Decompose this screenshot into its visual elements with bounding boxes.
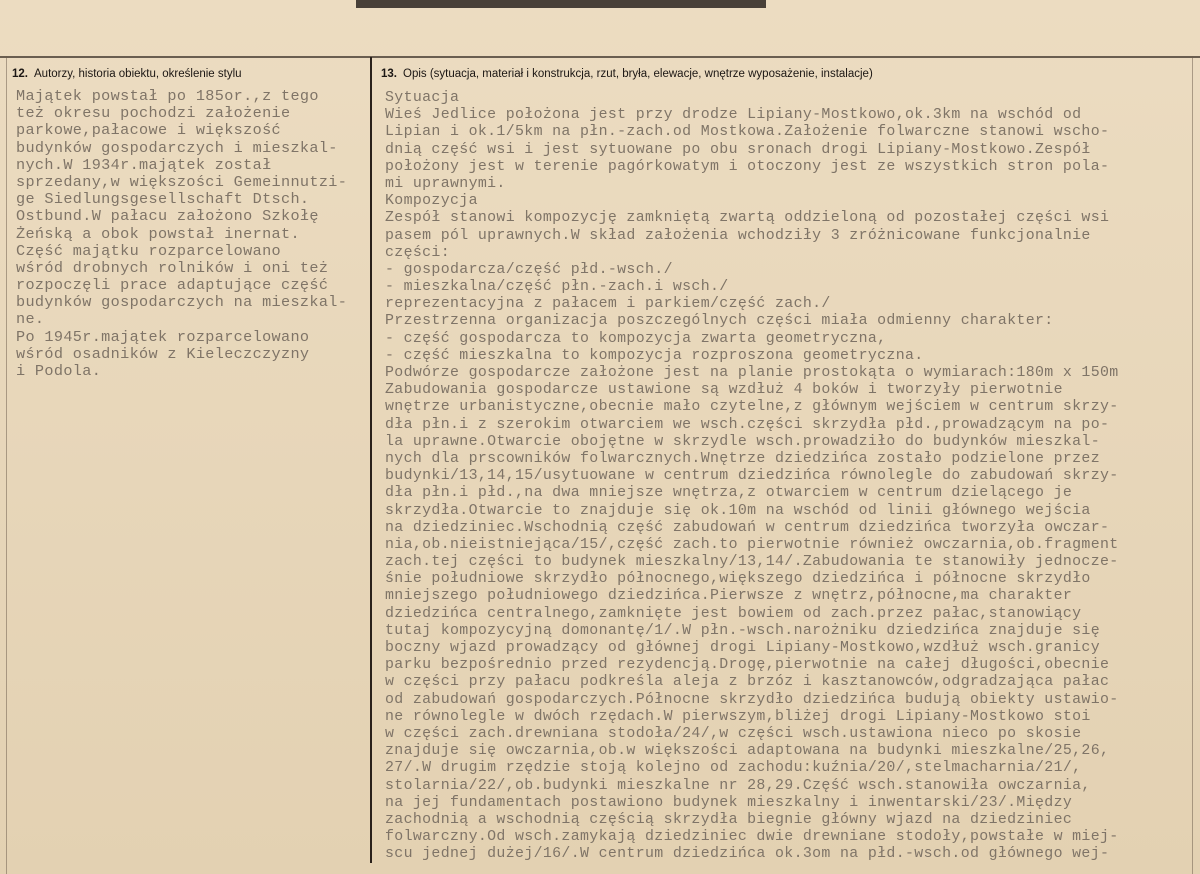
description-text-line: Zespół stanowi kompozycję zamkniętą zwartą oddzieloną od pozostałej części wsi — [385, 210, 1110, 227]
description-text-line: śnie południowe skrzydło północnego,większego dziedzińca i północne skrzydło — [385, 571, 1091, 588]
description-text-line: folwarczny.Od wsch.zamykają dziedziniec dwie drewniane stodoły,powstałe w miej- — [385, 829, 1119, 846]
description-text-line: części: — [385, 244, 451, 261]
description-text-line: pasem pól uprawnych.W skład założenia wchodziły 3 zróżnicowane funkcjonalnie — [385, 227, 1091, 244]
top-edge-mark — [356, 0, 766, 8]
description-text-line: na dziedziniec.Wschodnią część zabudowań w centrum dziedzińca tworzyła owczar- — [385, 519, 1110, 536]
history-text-line: budynków gospodarczych na mieszkal- — [16, 293, 348, 312]
description-text-line: dziedzińca centralnego,zamknięte jest bowiem od zach.przez pałac,stanowiący — [385, 605, 1082, 622]
description-text-line: parku bezpośrednio przed rezydencją.Drogę,pierwotnie na całej długości,obecnie — [385, 657, 1110, 674]
description-text-line: dła płn.i płd.,na dwa mniejsze wnętrza,z otwarciem w centrum dzielącego je — [385, 485, 1073, 502]
description-text-line: Lipian i ok.1/5km na płn.-zach.od Mostkowa.Założenie folwarczne stanowi wscho- — [385, 124, 1110, 141]
description-text-line: - część gospodarcza to kompozycja zwarta geometryczna, — [385, 330, 887, 347]
column-divider — [370, 57, 372, 863]
history-text-line: ge Siedlungsgesellschaft Dtsch. — [16, 190, 310, 209]
description-text-line: w części zach.drewniana stodoła/24/,w części wsch.ustawiona nieco po skosie — [385, 725, 1082, 742]
description-text-line: scu jednej dużej/16/.W centrum dziedzińca ok.3om na płd.-wsch.od głównego wej- — [385, 846, 1110, 863]
description-text-line: boczny wjazd prowadzący od głównej drogi Lipiany-Mostkowo,wzdłuż wsch.granicy — [385, 640, 1101, 656]
description-text-line: Sytuacja — [385, 90, 460, 106]
history-text-line: nych.W 1934r.majątek został — [16, 155, 272, 174]
history-text-line: Majątek powstał po 185or.,z tego — [16, 87, 319, 105]
description-text-line: skrzydła.Otwarcie to znajduje się ok.10m na wschód od linii głównego wejścia — [385, 502, 1091, 519]
description-text-line: Wieś Jedlice położona jest przy drodze Lipiany-Mostkowo,ok.3km na wschód od — [385, 107, 1082, 124]
history-text-line: Po 1945r.majątek rozparcelowano — [16, 327, 310, 346]
description-text-line: Zabudowania gospodarcze ustawione są wzdłuż 4 boków i tworzyły pierwotnie — [385, 382, 1063, 399]
description-section-number: 13. — [381, 68, 397, 80]
description-text-line: Podwórze gospodarcze założone jest na planie prostokąta o wymiarach:180m x 150m — [385, 365, 1119, 381]
description-text-line: na jej fundamentach postawiono budynek mieszkalny i inwentarski/23/.Między — [385, 794, 1073, 811]
description-section-title: Opis (sytuacja, materiał i konstrukcja, rzut, bryła, elewacje, wnętrze wyposażenie, instalacje) — [403, 68, 873, 80]
description-text-line: nia,ob.nieistniejąca/15/,część zach.to pierwotnie również owczarnia,ob.fragment — [385, 536, 1119, 553]
description-text-line: mniejszego południowego dziedzińca.Pierwsze z wnętrz,północne,ma charakter — [385, 588, 1073, 605]
history-text-line: Żeńską a obok powstał inernat. — [16, 224, 300, 243]
description-section-header — [381, 68, 873, 80]
history-text-line: rozpoczęli prace adaptujące część — [16, 276, 329, 295]
description-text-line: 27/.W drugim rzędzie stoją kolejno od zachodu:kuźnia/20/,stelmacharnia/21/, — [385, 760, 1082, 777]
history-text-line: wśród drobnych rolników i oni też — [16, 258, 329, 277]
description-text-line: reprezentacyjna z pałacem i parkiem/część zach./ — [385, 296, 831, 313]
description-text-line: - część mieszkalna to kompozycja rozproszona geometryczna. — [385, 347, 924, 364]
history-text-line: budynków gospodarczych i mieszkal- — [16, 138, 338, 157]
history-section-header — [12, 68, 242, 80]
history-text-line: Ostbund.W pałacu założono Szkołę — [16, 207, 319, 226]
description-text-line: la uprawne.Otwarcie obojętne w skrzydle wsch.prowadziło do budynków mieszkal- — [385, 433, 1101, 450]
history-text-line: parkowe,pałacowe i większość — [16, 121, 281, 140]
description-text — [385, 90, 1119, 863]
description-text-line: dła płn.i z szerokim otwarciem we wsch.części skrzydła płd.,prowadzącym na po- — [385, 416, 1110, 433]
description-text-line: Kompozycja — [385, 193, 478, 210]
description-text-line: zachodnią a wschodnią częścią skrzydła biegnie główny wjazd na dziedziniec — [385, 811, 1073, 828]
history-section-number: 12. — [12, 68, 28, 80]
header-rule — [0, 56, 1200, 58]
history-text-line: i Podola. — [16, 362, 102, 380]
history-text-line: wśród osadników z Kieleczczyzny — [16, 344, 310, 363]
description-text-line: położony jest w terenie pagórkowatym i otoczony jest ze wszystkich stron pola- — [385, 158, 1110, 175]
right-margin-rule — [1192, 56, 1193, 874]
description-text-line: nych dla prscowników folwarcznych.Wnętrze dziedzińca zostało podzielone przez — [385, 450, 1101, 467]
description-text-line: Przestrzenna organizacja poszczególnych części miała odmienny charakter: — [385, 313, 1054, 330]
description-text-line: - gospodarcza/część płd.-wsch./ — [385, 261, 673, 278]
history-section-title: Autorzy, historia obiektu, określenie stylu — [34, 68, 242, 80]
description-text-line: - mieszkalna/część płn.-zach.i wsch./ — [385, 279, 729, 296]
description-text-line: budynki/13,14,15/usytuowane w centrum dziedzińca równolegle do zabudowań skrzy- — [385, 468, 1119, 485]
description-text-line: stolarnia/22/,ob.budynki mieszkalne nr 28,29.Część wsch.stanowiła owczarnia, — [385, 777, 1091, 794]
left-margin-rule — [6, 56, 7, 874]
history-text-line: Część majątku rozparcelowano — [16, 241, 281, 260]
description-text-line: ne równolegle w dwóch rzędach.W pierwszym,bliżej drogi Lipiany-Mostkowo stoi — [385, 708, 1091, 725]
description-text-line: wnętrze urbanistyczne,obecnie mało czytelne,z głównym wejściem w centrum skrzy- — [385, 399, 1119, 416]
history-text-line: ne. — [16, 310, 45, 329]
description-text-line: od zabudowań gospodarczych.Północne skrzydło dziedzińca budują obiekty ustawio- — [385, 691, 1119, 708]
history-text — [16, 88, 347, 380]
description-text-line: w części przy pałacu podkreśla aleja z brzóz i kasztanowców,odgradzająca pałac — [385, 674, 1110, 691]
description-text-line: mi uprawnymi. — [385, 175, 506, 192]
history-text-line: sprzedany,w większości Gemeinnutzi- — [16, 172, 348, 191]
history-text-line: też okresu pochodzi założenie — [16, 104, 291, 123]
description-text-line: dnią część wsi i jest sytuowane po obu sronach drogi Lipiany-Mostkowo.Zespół — [385, 141, 1091, 158]
description-text-line: znajduje się owczarnia,ob.w większości adaptowana na budynki mieszkalne/25,26, — [385, 743, 1110, 760]
description-text-line: tutaj kompozycyjną domonantę/1/.W płn.-wsch.narożniku dziedzińca znajduje się — [385, 622, 1101, 639]
description-text-line: zach.tej części to budynek mieszkalny/13,14/.Zabudowania te stanowiły jednocze- — [385, 554, 1119, 571]
